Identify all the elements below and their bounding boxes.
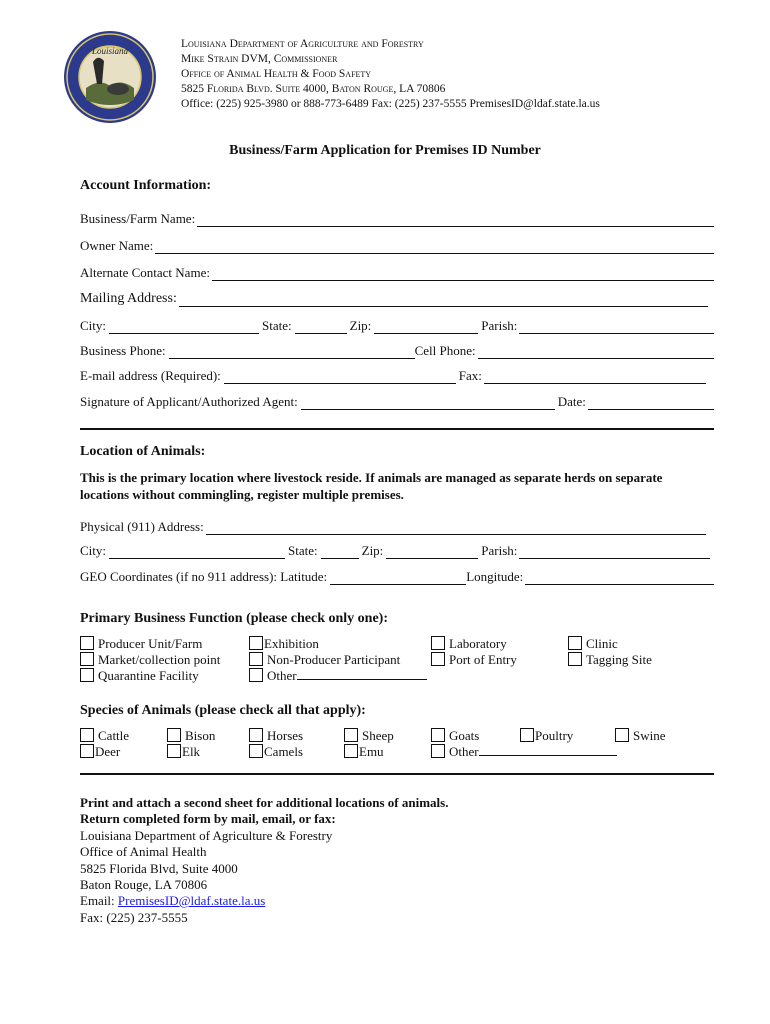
seal-text: Louisiana: [91, 46, 129, 56]
checkbox[interactable]: [80, 728, 94, 742]
option-label: Deer: [95, 744, 121, 759]
location-city-row: [80, 543, 716, 559]
location-note-2: locations without commingling, register multiple premises.: [80, 487, 404, 502]
physical-field[interactable]: [206, 523, 706, 535]
location-zip-field[interactable]: [386, 547, 478, 559]
date-field[interactable]: [588, 398, 714, 410]
zip-field[interactable]: [374, 322, 478, 334]
longitude-label: Longitude:: [466, 569, 524, 584]
checkbox[interactable]: [431, 652, 445, 666]
commissioner: Mike Strain DVM, Commissioner: [181, 53, 338, 65]
option-laboratory[interactable]: [431, 636, 507, 652]
checkbox[interactable]: [568, 636, 582, 650]
account-heading: Account Information:: [80, 178, 212, 193]
checkbox[interactable]: [80, 652, 94, 666]
signature-label: Signature of Applicant/Authorized Agent:: [80, 394, 298, 409]
business-function-heading: Primary Business Function (please check only one):: [80, 611, 388, 626]
department-seal-logo: [60, 28, 160, 126]
species-swine[interactable]: [615, 728, 666, 744]
option-clinic[interactable]: [568, 636, 618, 652]
alt-contact-row: [80, 265, 716, 281]
option-label: Elk: [182, 744, 201, 759]
footer-office: Office of Animal Health: [80, 844, 207, 859]
location-zip-label: Zip:: [361, 543, 384, 558]
species-other[interactable]: [431, 744, 617, 760]
checkbox[interactable]: [167, 728, 181, 742]
footer-street: 5825 Florida Blvd, Suite 4000: [80, 861, 238, 876]
other-function-field[interactable]: [297, 668, 427, 680]
option-exhibition[interactable]: [249, 636, 319, 652]
location-state-field[interactable]: [321, 547, 359, 559]
footer-city: Baton Rouge, LA 70806: [80, 877, 208, 892]
location-state-label: State:: [288, 543, 318, 558]
option-label: Non-Producer Participant: [267, 652, 401, 667]
office-name: Office of Animal Health & Food Safety: [181, 68, 372, 80]
footer-email-line: [80, 893, 265, 909]
office-contact: Office: (225) 925-3980 or 888-773-6489 Fax: (225) 237-5555 PremisesID@ldaf.state.la.us: [181, 98, 600, 110]
option-label: Emu: [359, 744, 384, 759]
geo-label: GEO Coordinates (if no 911 address): Latitude:: [80, 569, 328, 584]
option-label: Producer Unit/Farm: [98, 636, 203, 651]
footer-fax: Fax: (225) 237-5555: [80, 910, 188, 925]
checkbox[interactable]: [80, 744, 94, 758]
species-bison[interactable]: [167, 728, 215, 744]
parish-field[interactable]: [519, 322, 714, 334]
physical-row: [80, 519, 716, 535]
signature-row: [80, 394, 716, 410]
cell-phone-label: Cell Phone:: [414, 343, 476, 358]
owner-name-row: [80, 238, 716, 254]
checkbox[interactable]: [431, 636, 445, 650]
location-parish-label: Parish:: [481, 543, 518, 558]
city-label: City:: [80, 318, 107, 333]
location-parish-field[interactable]: [519, 547, 710, 559]
mailing-label: Mailing Address:: [80, 291, 177, 306]
checkbox[interactable]: [520, 728, 534, 742]
latitude-field[interactable]: [330, 573, 466, 585]
option-other-function[interactable]: [249, 668, 427, 684]
option-label: Exhibition: [264, 636, 319, 651]
checkbox[interactable]: [249, 652, 263, 666]
checkbox[interactable]: [80, 636, 94, 650]
email-field[interactable]: [224, 372, 456, 384]
owner-name-label: Owner Name:: [80, 238, 154, 253]
department-name: Louisiana Department of Agriculture and Forestry: [181, 38, 424, 50]
species-cattle[interactable]: [80, 728, 129, 744]
species-goats[interactable]: [431, 728, 479, 744]
location-city-label: City:: [80, 543, 107, 558]
zip-label: Zip:: [349, 318, 372, 333]
business-phone-field[interactable]: [169, 347, 415, 359]
email-row: [80, 368, 716, 384]
species-deer[interactable]: [80, 744, 120, 760]
checkbox[interactable]: [568, 652, 582, 666]
option-producer-unit[interactable]: [80, 636, 202, 652]
physical-label: Physical (911) Address:: [80, 519, 204, 534]
longitude-field[interactable]: [525, 573, 714, 585]
species-emu[interactable]: [344, 744, 384, 760]
option-tagging-site[interactable]: [568, 652, 652, 668]
checkbox[interactable]: [615, 728, 629, 742]
mailing-row: [80, 291, 716, 307]
mailing-field[interactable]: [179, 295, 708, 307]
state-label: State:: [262, 318, 292, 333]
option-label: Tagging Site: [586, 652, 652, 667]
geo-row: [80, 569, 716, 585]
option-label: Other: [267, 668, 297, 683]
alt-contact-label: Alternate Contact Name:: [80, 265, 210, 280]
location-heading: Location of Animals:: [80, 444, 206, 459]
footer-email-label: Email:: [80, 893, 115, 908]
footer-return: Return completed form by mail, email, or fax:: [80, 811, 336, 826]
footer-org: Louisiana Department of Agriculture & Forestry: [80, 828, 333, 843]
species-heading: Species of Animals (please check all that apply):: [80, 703, 366, 718]
phone-row: [80, 343, 716, 359]
checkbox[interactable]: [431, 728, 445, 742]
business-name-field[interactable]: [197, 215, 714, 227]
section-divider: [80, 428, 714, 430]
cell-phone-field[interactable]: [478, 347, 714, 359]
species-horses[interactable]: [249, 728, 303, 744]
option-label: Goats: [449, 728, 480, 743]
parish-label: Parish:: [481, 318, 518, 333]
option-label: Swine: [633, 728, 666, 743]
option-quarantine[interactable]: [80, 668, 199, 684]
option-label: Market/collection point: [98, 652, 221, 667]
date-label: Date:: [557, 394, 586, 409]
checkbox[interactable]: [80, 668, 94, 682]
option-non-producer[interactable]: [249, 652, 400, 668]
species-sheep[interactable]: [344, 728, 394, 744]
checkbox[interactable]: [249, 668, 263, 682]
fax-label: Fax:: [458, 368, 482, 383]
option-label: Horses: [267, 728, 304, 743]
location-note: This is the primary location where livestock reside. If animals are managed as separate herds on separate: [80, 470, 663, 485]
owner-name-field[interactable]: [155, 242, 714, 254]
business-name-label: Business/Farm Name:: [80, 211, 196, 226]
checkbox[interactable]: [167, 744, 181, 758]
alt-contact-field[interactable]: [212, 269, 714, 281]
office-address: 5825 Florida Blvd. Suite 4000, Baton Rouge, LA 70806: [181, 83, 446, 95]
option-port-of-entry[interactable]: [431, 652, 517, 668]
option-label: Sheep: [362, 728, 394, 743]
section-divider: [80, 773, 714, 775]
footer-note: Print and attach a second sheet for additional locations of animals.: [80, 795, 449, 810]
option-label: Poultry: [535, 728, 574, 743]
option-label: Other: [449, 744, 479, 759]
location-city-field[interactable]: [109, 547, 285, 559]
city-field[interactable]: [109, 322, 259, 334]
business-phone-label: Business Phone:: [80, 343, 166, 358]
checkbox[interactable]: [249, 728, 263, 742]
fax-field[interactable]: [484, 372, 706, 384]
species-elk[interactable]: [167, 744, 200, 760]
other-species-field[interactable]: [479, 744, 617, 756]
checkbox[interactable]: [249, 636, 263, 650]
option-label: Quarantine Facility: [98, 668, 199, 683]
option-label: Bison: [185, 728, 216, 743]
checkbox[interactable]: [431, 744, 445, 758]
form-title: Business/Farm Application for Premises ID Number: [229, 143, 541, 158]
checkbox[interactable]: [249, 744, 263, 758]
email-link[interactable]: PremisesID@ldaf.state.la.us: [117, 893, 266, 908]
business-name-row: [80, 211, 716, 227]
option-label: Laboratory: [449, 636, 507, 651]
species-poultry[interactable]: [520, 728, 573, 744]
option-label: Camels: [264, 744, 303, 759]
option-market[interactable]: [80, 652, 220, 668]
option-label: Clinic: [586, 636, 618, 651]
species-camels[interactable]: [249, 744, 303, 760]
option-label: Port of Entry: [449, 652, 517, 667]
state-field[interactable]: [295, 322, 347, 334]
option-label: Cattle: [98, 728, 130, 743]
checkbox[interactable]: [344, 744, 358, 758]
account-city-row: [80, 318, 716, 334]
email-label: E-mail address (Required):: [80, 368, 221, 383]
checkbox[interactable]: [344, 728, 358, 742]
signature-field[interactable]: [301, 398, 555, 410]
